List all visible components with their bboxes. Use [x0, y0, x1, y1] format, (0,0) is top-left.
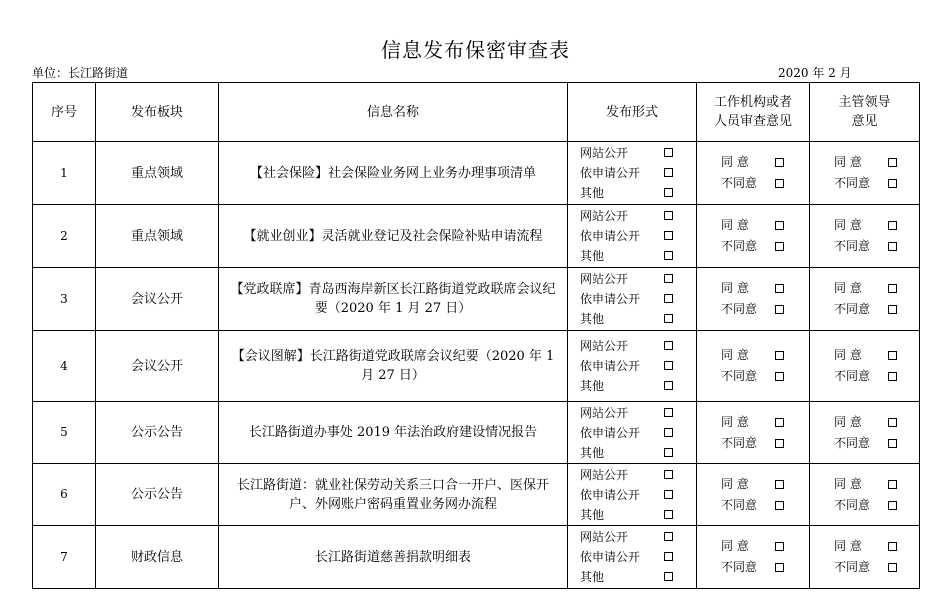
review-table — [32, 82, 920, 589]
publish-form-option[interactable] — [580, 183, 696, 203]
staff-review-option[interactable] — [721, 536, 809, 557]
option-label: 依申请公开 — [580, 425, 641, 440]
option-label: 依申请公开 — [580, 292, 641, 306]
review-label: 不同意 — [721, 302, 758, 316]
publish-form-option[interactable] — [580, 527, 696, 547]
checkbox[interactable] — [775, 305, 784, 314]
publish-form-option[interactable] — [580, 163, 696, 183]
option-label: 网站公开 — [580, 405, 629, 420]
checkbox[interactable] — [664, 274, 673, 283]
publish-form-option[interactable] — [580, 309, 696, 329]
staff-review-option[interactable] — [721, 299, 809, 320]
publish-form-option[interactable] — [580, 143, 696, 163]
row-info-name: 【就业创业】灵活就业登记及社会保险补贴申请流程 — [219, 205, 568, 268]
checkbox[interactable] — [775, 158, 784, 167]
leader-review-option[interactable] — [834, 557, 919, 578]
staff-review-option[interactable] — [721, 557, 809, 578]
staff-review-option[interactable] — [721, 412, 809, 433]
publish-form-cell — [568, 142, 697, 205]
checkbox[interactable] — [775, 542, 784, 551]
option-label: 其他 — [580, 379, 605, 393]
publish-form-cell — [568, 205, 697, 268]
checkbox[interactable] — [888, 439, 897, 448]
header-no: 序号 — [33, 83, 96, 142]
staff-review-options — [697, 412, 809, 454]
row-info-name: 【党政联席】青岛西海岸新区长江路街道党政联席会议纪要（2020 年 1 月 27 日） — [219, 268, 568, 331]
staff-review-options — [697, 474, 809, 516]
publish-form-options — [568, 206, 696, 266]
staff-review-cell — [697, 268, 810, 331]
leader-review-cell — [810, 526, 920, 589]
review-label: 同 意 — [834, 281, 862, 295]
checkbox[interactable] — [775, 221, 784, 230]
review-label: 同 意 — [721, 539, 749, 553]
leader-review-option[interactable] — [834, 215, 919, 236]
checkbox[interactable] — [775, 179, 784, 188]
leader-review-option[interactable] — [834, 433, 919, 454]
review-label: 同 意 — [834, 414, 862, 429]
review-label: 不同意 — [721, 497, 758, 512]
staff-review-cell — [697, 205, 810, 268]
leader-review-options — [810, 474, 919, 516]
review-label: 同 意 — [834, 539, 862, 553]
publish-form-option[interactable] — [580, 567, 696, 587]
option-label: 其他 — [580, 249, 605, 263]
review-label: 同 意 — [834, 218, 862, 232]
review-label: 同 意 — [721, 348, 749, 362]
leader-review-options — [810, 536, 919, 578]
staff-review-cell — [697, 402, 810, 464]
checkbox[interactable] — [888, 501, 897, 510]
checkbox[interactable] — [775, 501, 784, 510]
option-label: 依申请公开 — [580, 229, 641, 243]
publish-form-option[interactable] — [580, 336, 696, 356]
option-label: 网站公开 — [580, 146, 629, 160]
checkbox[interactable] — [775, 284, 784, 293]
checkbox[interactable] — [664, 448, 673, 457]
review-label: 同 意 — [721, 414, 749, 429]
leader-review-cell — [810, 331, 920, 402]
checkbox[interactable] — [888, 221, 897, 230]
checkbox[interactable] — [888, 242, 897, 251]
checkbox[interactable] — [888, 372, 897, 381]
option-label: 其他 — [580, 312, 605, 326]
leader-review-option[interactable] — [834, 474, 919, 495]
checkbox[interactable] — [664, 341, 673, 350]
table-row — [33, 142, 920, 205]
staff-review-cell — [697, 526, 810, 589]
row-category: 会议公开 — [96, 331, 219, 402]
checkbox[interactable] — [664, 361, 673, 370]
checkbox[interactable] — [888, 542, 897, 551]
row-info-name: 长江路街道办事处 2019 年法治政府建设情况报告 — [219, 402, 568, 464]
publish-form-option[interactable] — [580, 423, 696, 443]
publish-form-options — [568, 143, 696, 203]
table-row — [33, 205, 920, 268]
review-label: 不同意 — [834, 239, 871, 253]
checkbox[interactable] — [775, 418, 784, 427]
checkbox[interactable] — [664, 188, 673, 197]
checkbox[interactable] — [664, 470, 673, 479]
review-label: 不同意 — [834, 560, 871, 574]
staff-review-option[interactable] — [721, 345, 809, 366]
checkbox[interactable] — [664, 231, 673, 240]
leader-review-option[interactable] — [834, 173, 919, 194]
header-name: 信息名称 — [219, 83, 568, 142]
option-label: 其他 — [580, 445, 605, 460]
publish-form-options — [568, 269, 696, 329]
header-form: 发布形式 — [568, 83, 697, 142]
header-row — [33, 83, 920, 142]
review-label: 同 意 — [834, 155, 862, 169]
staff-review-option[interactable] — [721, 152, 809, 173]
leader-review-option[interactable] — [834, 299, 919, 320]
leader-review-cell — [810, 205, 920, 268]
checkbox[interactable] — [664, 510, 673, 519]
publish-form-option[interactable] — [580, 246, 696, 266]
row-info-name: 【会议图解】长江路街道党政联席会议纪要（2020 年 1 月 27 日） — [219, 331, 568, 402]
checkbox[interactable] — [775, 242, 784, 251]
checkbox[interactable] — [775, 480, 784, 489]
leader-review-option[interactable] — [834, 495, 919, 516]
checkbox[interactable] — [775, 351, 784, 360]
leader-review-option[interactable] — [834, 152, 919, 173]
row-category: 公示公告 — [96, 402, 219, 464]
table-row — [33, 526, 920, 589]
review-label: 同 意 — [721, 218, 749, 232]
publish-form-option[interactable] — [580, 289, 696, 309]
publish-form-option[interactable] — [580, 226, 696, 246]
publish-form-options — [568, 527, 696, 587]
checkbox[interactable] — [775, 563, 784, 572]
publish-form-cell — [568, 268, 697, 331]
checkbox[interactable] — [888, 563, 897, 572]
publish-form-option[interactable] — [580, 485, 696, 505]
checkbox[interactable] — [888, 284, 897, 293]
publish-form-cell — [568, 331, 697, 402]
leader-review-option[interactable] — [834, 236, 919, 257]
staff-review-option[interactable] — [721, 215, 809, 236]
checkbox[interactable] — [888, 480, 897, 489]
header-review — [697, 83, 810, 142]
checkbox[interactable] — [664, 381, 673, 390]
staff-review-options — [697, 152, 809, 194]
staff-review-cell — [697, 331, 810, 402]
review-label: 同 意 — [834, 348, 862, 362]
staff-review-option[interactable] — [721, 278, 809, 299]
table-row — [33, 402, 920, 464]
row-number: 7 — [33, 526, 96, 589]
publish-form-options — [568, 336, 696, 396]
publish-form-option[interactable] — [580, 505, 696, 525]
table-row — [33, 268, 920, 331]
staff-review-option[interactable] — [721, 236, 809, 257]
checkbox[interactable] — [664, 294, 673, 303]
publish-form-option[interactable] — [580, 547, 696, 567]
staff-review-cell — [697, 142, 810, 205]
staff-review-options — [697, 536, 809, 578]
checkbox[interactable] — [664, 251, 673, 260]
row-number: 1 — [33, 142, 96, 205]
leader-review-options — [810, 412, 919, 454]
publish-form-options — [568, 465, 696, 525]
publish-form-option[interactable] — [580, 269, 696, 289]
review-label: 不同意 — [721, 435, 758, 450]
review-label: 同 意 — [721, 155, 749, 169]
review-label: 不同意 — [721, 176, 758, 190]
unit-label: 单位：长江路街道 — [32, 66, 129, 80]
row-category: 重点领域 — [96, 205, 219, 268]
row-number: 6 — [33, 464, 96, 526]
row-category: 财政信息 — [96, 526, 219, 589]
date-label: 2020 年 2 月 — [778, 66, 852, 80]
row-category: 重点领域 — [96, 142, 219, 205]
option-label: 依申请公开 — [580, 550, 641, 564]
leader-review-option[interactable] — [834, 536, 919, 557]
publish-form-cell — [568, 464, 697, 526]
staff-review-option[interactable] — [721, 433, 809, 454]
staff-review-option[interactable] — [721, 495, 809, 516]
leader-review-options — [810, 345, 919, 387]
checkbox[interactable] — [664, 532, 673, 541]
header-leader — [810, 83, 920, 142]
leader-review-options — [810, 152, 919, 194]
checkbox[interactable] — [775, 439, 784, 448]
row-number: 5 — [33, 402, 96, 464]
checkbox[interactable] — [888, 305, 897, 314]
review-label: 同 意 — [721, 281, 749, 295]
leader-review-option[interactable] — [834, 366, 919, 387]
row-info-name: 长江路街道：就业社保劳动关系三口合一开户、医保开户、外网账户密码重置业务网办流程 — [219, 464, 568, 526]
leader-review-option[interactable] — [834, 278, 919, 299]
review-label: 不同意 — [834, 497, 871, 512]
staff-review-options — [697, 345, 809, 387]
review-label: 不同意 — [721, 369, 758, 383]
row-info-name: 长江路街道慈善捐款明细表 — [219, 526, 568, 589]
option-label: 网站公开 — [580, 272, 629, 286]
checkbox[interactable] — [664, 428, 673, 437]
publish-form-option[interactable] — [580, 443, 696, 463]
review-label: 不同意 — [834, 435, 871, 450]
leader-review-cell — [810, 464, 920, 526]
leader-review-options — [810, 278, 919, 320]
option-label: 网站公开 — [580, 339, 629, 353]
row-number: 3 — [33, 268, 96, 331]
row-info-name: 【社会保险】社会保险业务网上业务办理事项清单 — [219, 142, 568, 205]
option-label: 网站公开 — [580, 467, 629, 482]
leader-review-option[interactable] — [834, 412, 919, 433]
checkbox[interactable] — [664, 552, 673, 561]
publish-form-cell — [568, 526, 697, 589]
leader-review-option[interactable] — [834, 345, 919, 366]
option-label: 其他 — [580, 186, 605, 200]
checkbox[interactable] — [888, 418, 897, 427]
table-row — [33, 464, 920, 526]
checkbox[interactable] — [888, 158, 897, 167]
publish-form-option[interactable] — [580, 403, 696, 423]
checkbox[interactable] — [888, 351, 897, 360]
row-category: 公示公告 — [96, 464, 219, 526]
header-category: 发布板块 — [96, 83, 219, 142]
publish-form-option[interactable] — [580, 356, 696, 376]
review-label: 不同意 — [834, 302, 871, 316]
staff-review-options — [697, 278, 809, 320]
header-leader-line2: 意见 — [851, 114, 878, 129]
header-review-line2: 人员审查意见 — [713, 114, 792, 129]
header-review-line1: 工作机构或者 — [713, 95, 792, 110]
checkbox[interactable] — [664, 168, 673, 177]
review-label: 同 意 — [721, 476, 749, 491]
checkbox[interactable] — [664, 148, 673, 157]
checkbox[interactable] — [888, 179, 897, 188]
page-title: 信息发布保密审查表 — [381, 38, 570, 62]
leader-review-cell — [810, 402, 920, 464]
leader-review-cell — [810, 268, 920, 331]
publish-form-option[interactable] — [580, 206, 696, 226]
option-label: 依申请公开 — [580, 166, 641, 180]
publish-form-option[interactable] — [580, 465, 696, 485]
staff-review-cell — [697, 464, 810, 526]
publish-form-option[interactable] — [580, 376, 696, 396]
row-category: 会议公开 — [96, 268, 219, 331]
leader-review-cell — [810, 142, 920, 205]
staff-review-option[interactable] — [721, 474, 809, 495]
header-leader-line1: 主管领导 — [838, 95, 891, 110]
checkbox[interactable] — [664, 314, 673, 323]
staff-review-options — [697, 215, 809, 257]
option-label: 网站公开 — [580, 209, 629, 223]
row-number: 4 — [33, 331, 96, 402]
staff-review-option[interactable] — [721, 173, 809, 194]
table-row — [33, 331, 920, 402]
checkbox[interactable] — [664, 572, 673, 581]
review-label: 不同意 — [834, 176, 871, 190]
leader-review-options — [810, 215, 919, 257]
staff-review-option[interactable] — [721, 366, 809, 387]
checkbox[interactable] — [775, 372, 784, 381]
checkbox[interactable] — [664, 211, 673, 220]
row-number: 2 — [33, 205, 96, 268]
review-label: 不同意 — [834, 369, 871, 383]
option-label: 依申请公开 — [580, 487, 641, 502]
checkbox[interactable] — [664, 490, 673, 499]
review-label: 同 意 — [834, 476, 862, 491]
option-label: 其他 — [580, 507, 605, 522]
publish-form-options — [568, 403, 696, 463]
review-label: 不同意 — [721, 560, 758, 574]
checkbox[interactable] — [664, 408, 673, 417]
option-label: 其他 — [580, 570, 605, 584]
option-label: 依申请公开 — [580, 359, 641, 373]
review-label: 不同意 — [721, 239, 758, 253]
publish-form-cell — [568, 402, 697, 464]
option-label: 网站公开 — [580, 530, 629, 544]
